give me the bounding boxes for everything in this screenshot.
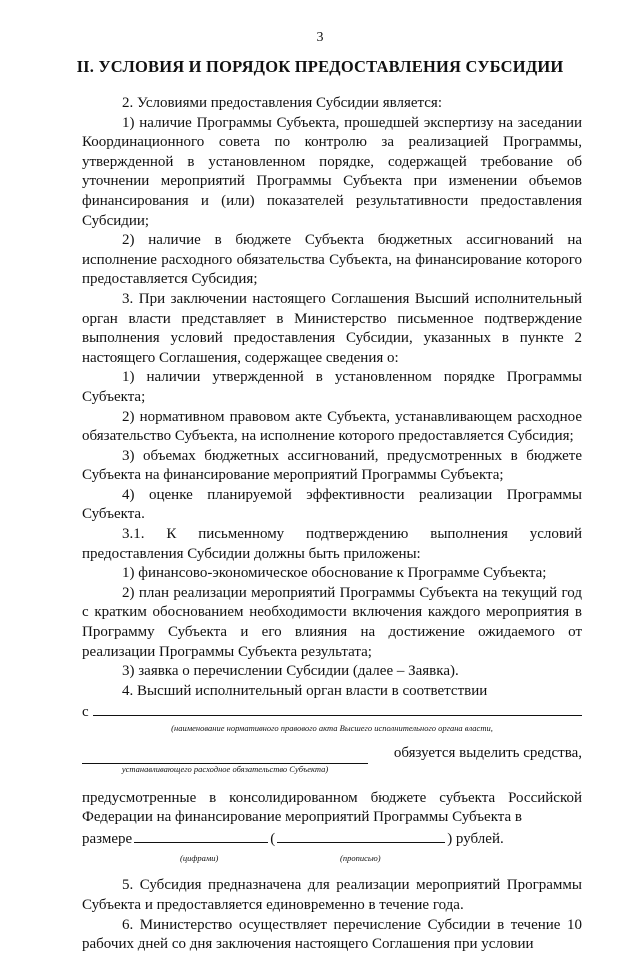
act-name-caption: (наименование нормативного правового акта Высшего исполнительного органа власти, (171, 723, 493, 733)
obligation-line (82, 744, 582, 764)
act-name-blank[interactable] (93, 701, 582, 716)
paragraph: 2) наличие в бюджете Субъекта бюджетных ассигнований на исполнение расходного обязательства Субъекта, на финансирование которого предоставляется Субсидия; (82, 232, 582, 288)
paragraph: 3) объемах бюджетных ассигнований, предусмотренных в бюджете Субъекта на финансирование мероприятий Программы Субъекта; (82, 447, 582, 484)
amount-digits-blank[interactable] (134, 828, 268, 843)
paragraph: 6. Министерство осуществляет перечисление Субсидии в течение 10 рабочих дней со дня заключения настоящего Соглашения при условии (82, 916, 582, 953)
act-name-line (82, 701, 582, 723)
amount-line (82, 828, 582, 850)
paragraph: 4. Высший исполнительный орган власти в соответствии (122, 682, 488, 699)
caption-digits: (цифрами) (180, 853, 219, 864)
paragraph: 1) наличие Программы Субъекта, прошедшей экспертизу на заседании Координационного совета по контролю за реализацией Программы, утвержденной в установленном порядке, содержащей требование об уточнении мероприятий Программы Субъекта при изменении объемов финансирования и (или) показателей результативности предоставления Субсидии; (82, 114, 582, 229)
page-number: 3 (316, 30, 324, 45)
paragraph: 4) оценке планируемой эффективности реализации Программы Субъекта. (82, 486, 582, 523)
paragraph: 1) наличии утвержденной в установленном порядке Программы Субъекта; (82, 369, 582, 405)
open-paren: ( (270, 830, 276, 847)
prefix-c: с (82, 704, 89, 721)
obligation-text: обязуется выделить средства, (393, 745, 582, 761)
obligation-caption: устанавливающего расходное обязательство Субъекта) (121, 763, 329, 774)
paragraph: 2) план реализации мероприятий Программы Субъекта на текущий год с кратким обоснованием необходимости включения каждого мероприятия в Программу Субъекта и его влияния на достижение ожидаемого от реализации Программы Субъекта результата; (82, 584, 582, 660)
amount-captions (82, 849, 582, 863)
amount-words-blank[interactable] (277, 828, 445, 843)
fill-in-form (82, 701, 582, 863)
size-word: размере (82, 830, 133, 847)
act-name-blank-2[interactable] (82, 749, 368, 764)
paragraph: 3) заявка о перечислении Субсидии (далее – Заявка). (122, 663, 459, 680)
paragraph: 2) нормативном правовом акте Субъекта, устанавливающем расходное обязательство Субъекта, на исполнение которого предоставляется Субсидия; (82, 408, 582, 445)
paragraph: 3. При заключении настоящего Соглашения Высший исполнительный орган власти представляет в Министерство письменное подтверждение выполнения условий предоставления Субсидии, указанных в пункте 2 настоящего Соглашения, содержащее сведения о: (82, 290, 582, 366)
document-body (82, 94, 582, 955)
paragraph: 2. Условиями предоставления Субсидии является: (122, 95, 442, 111)
section-title: II. УСЛОВИЯ И ПОРЯДОК ПРЕДОСТАВЛЕНИЯ СУБСИДИИ (76, 57, 564, 76)
paragraph: 1) финансово-экономическое обоснование к Программе Субъекта; (122, 565, 547, 582)
close-paren: ) рублей. (447, 830, 504, 847)
paragraph: 5. Субсидия предназначена для реализации мероприятий Программы Субъекта и предоставляется единовременно в течение года. (82, 877, 582, 913)
continuation-text: предусмотренные в консолидированном бюджете субъекта Российской Федерации на финансирование мероприятий Программы Субъекта в (82, 789, 582, 826)
caption-words: (прописью) (340, 853, 381, 864)
paragraph: 3.1. К письменному подтверждению выполнения условий предоставления Субсидии должны быть приложены: (82, 526, 582, 562)
